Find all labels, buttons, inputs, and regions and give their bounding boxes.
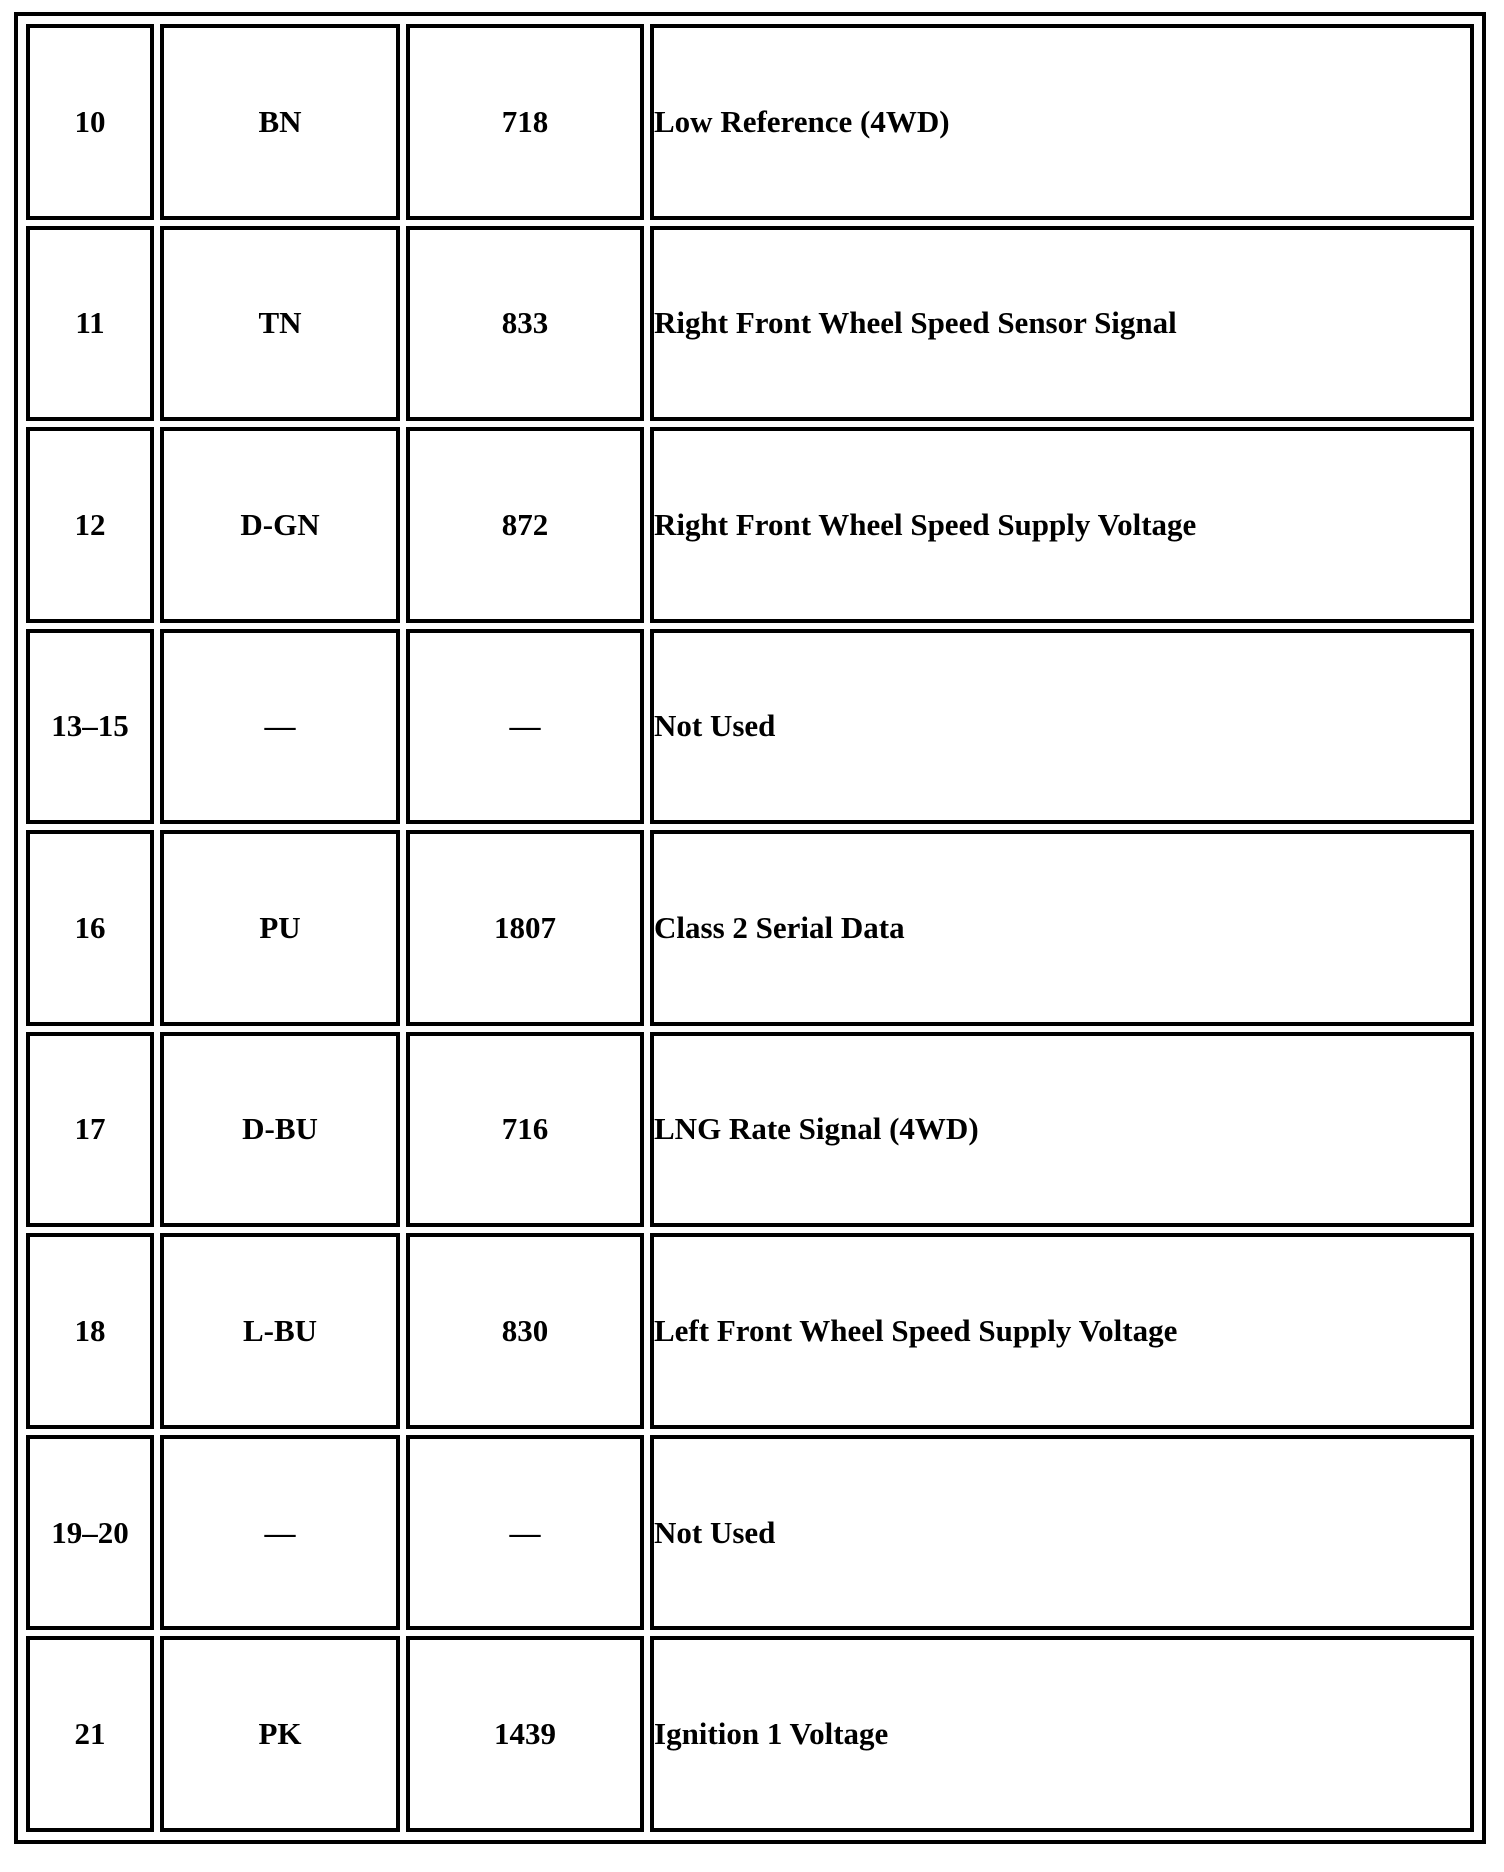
table-row — [26, 1233, 1474, 1429]
circuit-number-cell: 833 — [406, 226, 644, 422]
pin-cell: 17 — [26, 1032, 154, 1228]
wire-color-cell: D-GN — [160, 427, 400, 623]
pin-cell: 19–20 — [26, 1435, 154, 1631]
function-cell: Right Front Wheel Speed Sensor Signal — [650, 226, 1474, 422]
function-cell: LNG Rate Signal (4WD) — [650, 1032, 1474, 1228]
table-row — [26, 1435, 1474, 1631]
connector-pinout-table-frame — [14, 12, 1486, 1844]
pin-cell: 10 — [26, 24, 154, 220]
function-cell: Class 2 Serial Data — [650, 830, 1474, 1026]
function-cell: Ignition 1 Voltage — [650, 1636, 1474, 1832]
pin-cell: 11 — [26, 226, 154, 422]
wire-color-cell: D-BU — [160, 1032, 400, 1228]
circuit-number-cell: — — [406, 629, 644, 825]
table-row — [26, 629, 1474, 825]
pin-cell: 21 — [26, 1636, 154, 1832]
pin-cell: 12 — [26, 427, 154, 623]
circuit-number-cell: 830 — [406, 1233, 644, 1429]
function-cell: Not Used — [650, 1435, 1474, 1631]
table-row — [26, 226, 1474, 422]
function-cell: Right Front Wheel Speed Supply Voltage — [650, 427, 1474, 623]
wire-color-cell: TN — [160, 226, 400, 422]
wire-color-cell: — — [160, 1435, 400, 1631]
table-row — [26, 24, 1474, 220]
pin-cell: 16 — [26, 830, 154, 1026]
circuit-number-cell: — — [406, 1435, 644, 1631]
connector-pinout-table — [20, 18, 1480, 1838]
circuit-number-cell: 1807 — [406, 830, 644, 1026]
wire-color-cell: — — [160, 629, 400, 825]
function-cell: Low Reference (4WD) — [650, 24, 1474, 220]
circuit-number-cell: 872 — [406, 427, 644, 623]
circuit-number-cell: 1439 — [406, 1636, 644, 1832]
circuit-number-cell: 716 — [406, 1032, 644, 1228]
wire-color-cell: L-BU — [160, 1233, 400, 1429]
wire-color-cell: BN — [160, 24, 400, 220]
table-row — [26, 1032, 1474, 1228]
function-cell: Not Used — [650, 629, 1474, 825]
table-row — [26, 830, 1474, 1026]
wire-color-cell: PK — [160, 1636, 400, 1832]
circuit-number-cell: 718 — [406, 24, 644, 220]
function-cell: Left Front Wheel Speed Supply Voltage — [650, 1233, 1474, 1429]
pin-cell: 18 — [26, 1233, 154, 1429]
pin-cell: 13–15 — [26, 629, 154, 825]
wire-color-cell: PU — [160, 830, 400, 1026]
table-row — [26, 427, 1474, 623]
table-row — [26, 1636, 1474, 1832]
